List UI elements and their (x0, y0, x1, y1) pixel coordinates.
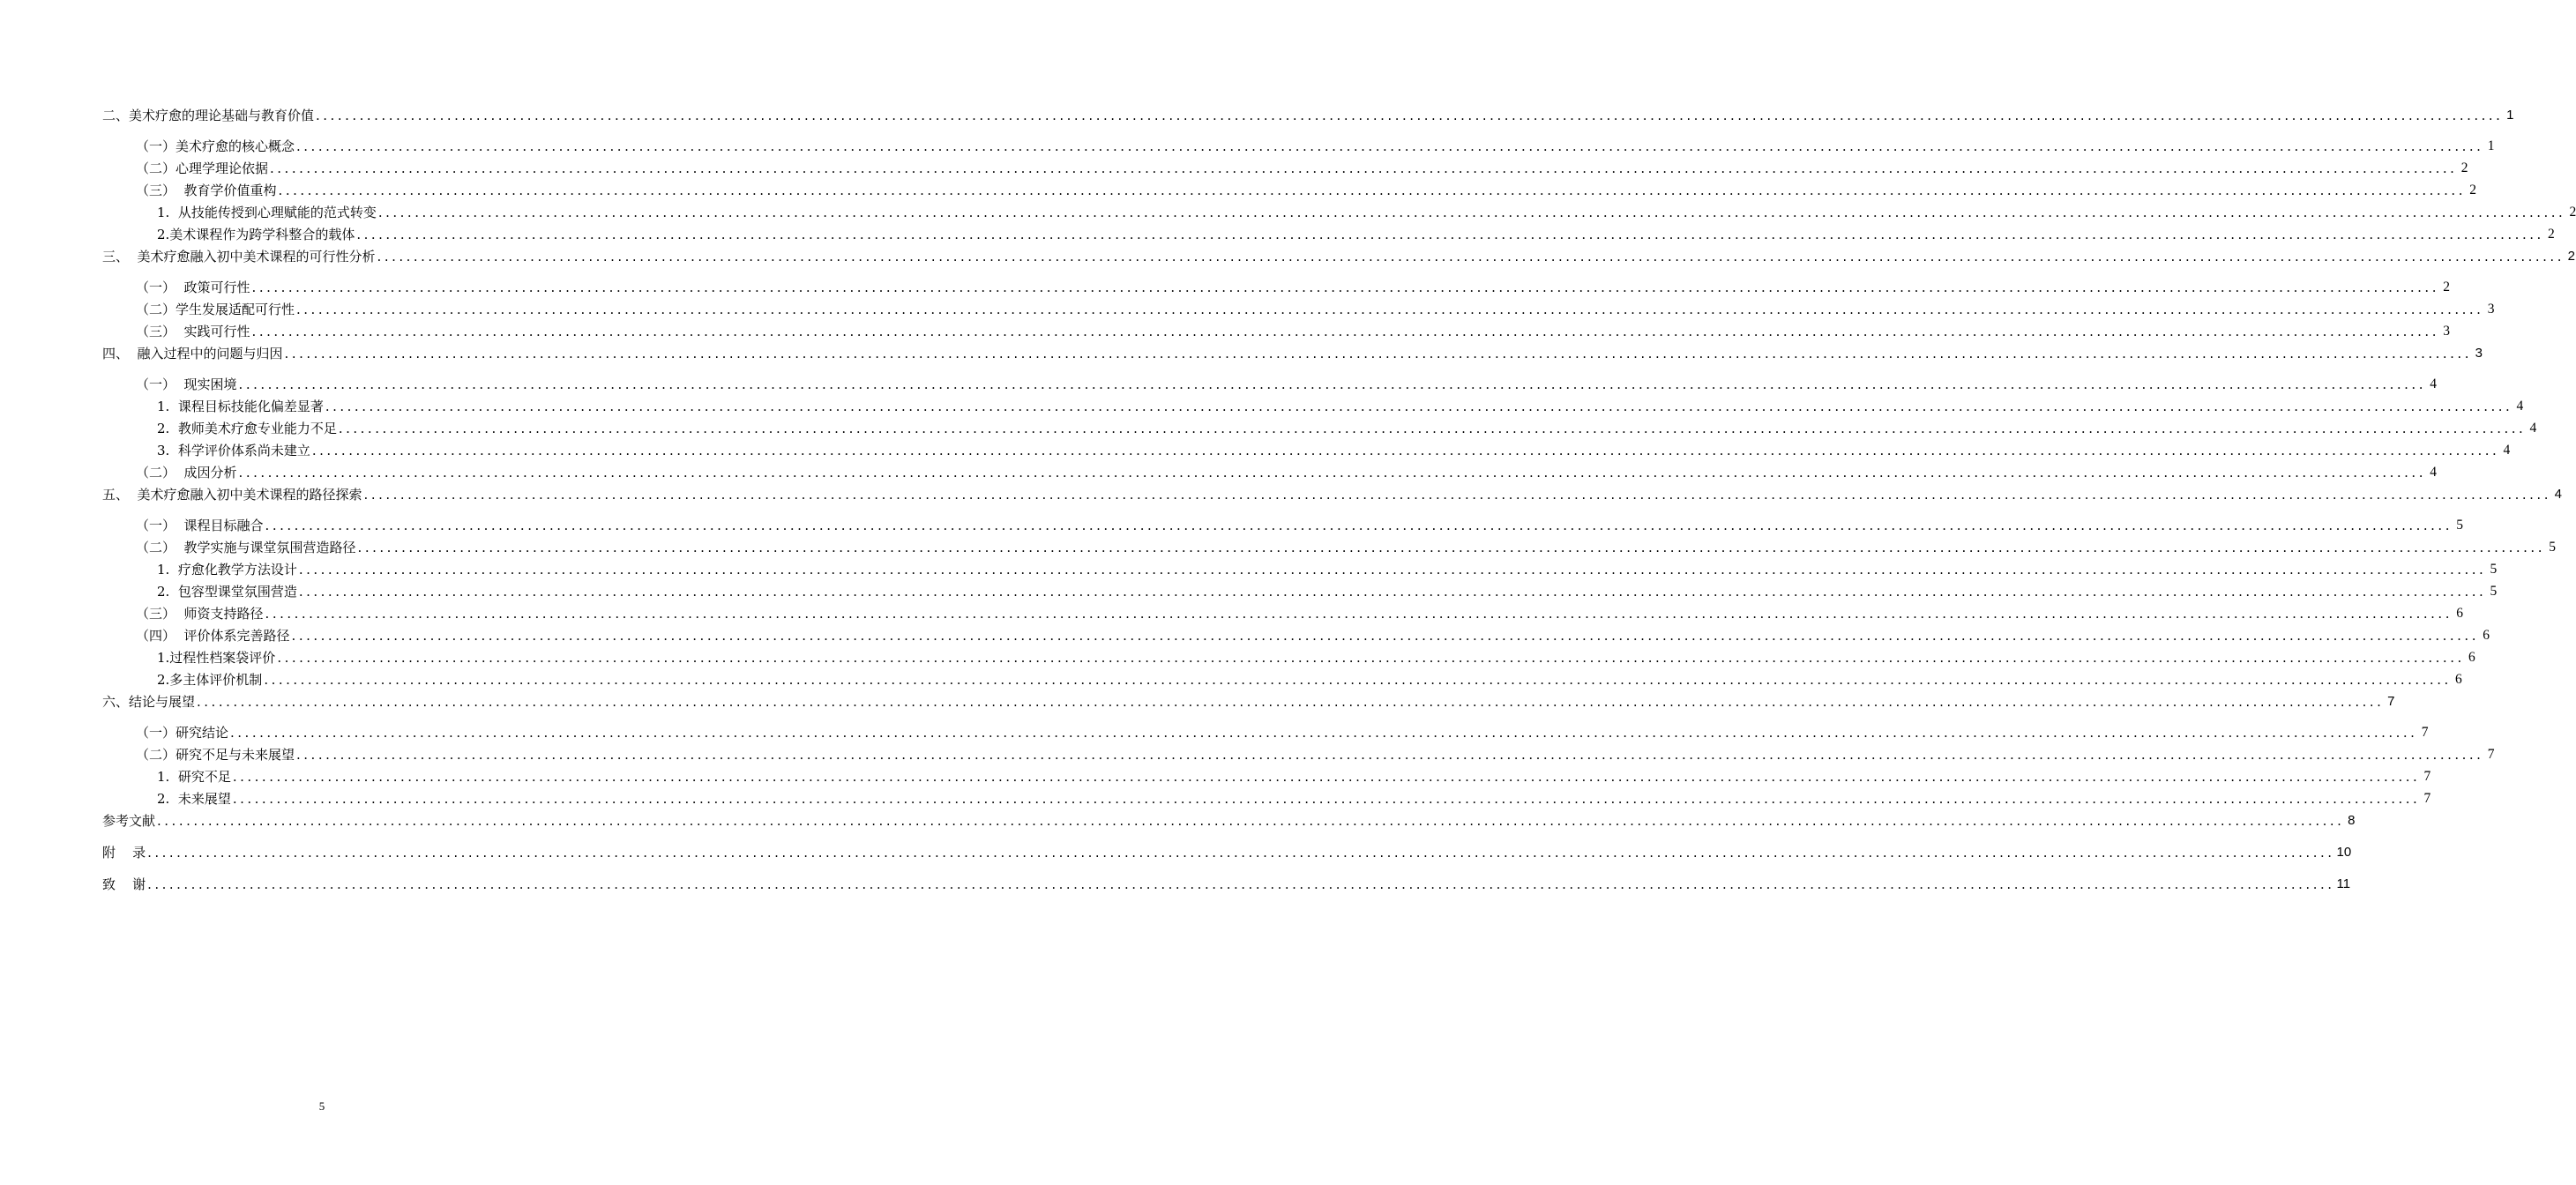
toc-entry[interactable] (102, 842, 2352, 861)
toc-entry-page: 4 (2503, 443, 2511, 458)
toc-entry[interactable] (102, 374, 2437, 393)
toc-entry-page: 3 (2487, 302, 2495, 317)
toc-entry-title: （二）心理学理论依据 (136, 160, 269, 176)
toc-entry[interactable] (102, 788, 2431, 808)
dot-leader: ............................................................................................................................................................................................................................................................................................................ (296, 747, 2484, 763)
dot-leader: ............................................................................................................................................................................................................................................................................................................ (316, 108, 2504, 123)
toc-entry-page: 4 (2529, 421, 2537, 436)
toc-entry[interactable] (102, 559, 2498, 578)
toc-entry[interactable] (102, 343, 2483, 362)
dot-leader: ............................................................................................................................................................................................................................................................................................................ (270, 160, 2458, 176)
toc-entry[interactable] (102, 180, 2476, 199)
toc-entry[interactable] (102, 224, 2555, 243)
toc-entry-page: 7 (2421, 725, 2429, 740)
toc-entry-page: 10 (2336, 845, 2352, 860)
dot-leader: ............................................................................................................................................................................................................................................................................................................ (232, 791, 2421, 807)
toc-entry-page: 5 (2456, 518, 2463, 533)
toc-entry[interactable] (102, 515, 2463, 534)
dot-leader: ............................................................................................................................................................................................................................................................................................................ (251, 324, 2439, 339)
toc-entry-page: 2 (2443, 279, 2450, 294)
dot-leader: ............................................................................................................................................................................................................................................................................................................ (265, 606, 2453, 622)
dot-leader: ............................................................................................................................................................................................................................................................................................................ (298, 584, 2487, 600)
toc-entry-title: 附 录 (102, 845, 146, 861)
dot-leader: ............................................................................................................................................................................................................................................................................................................ (356, 227, 2544, 242)
toc-entry-title: 1.过程性档案袋评价 (157, 650, 276, 666)
toc-entry[interactable] (102, 766, 2431, 786)
dot-leader: ............................................................................................................................................................................................................................................................................................................ (296, 302, 2484, 317)
dot-leader: ............................................................................................................................................................................................................................................................................................................ (311, 443, 2500, 458)
dot-leader: ............................................................................................................................................................................................................................................................................................................ (197, 694, 2385, 710)
toc-entry[interactable] (102, 440, 2511, 459)
toc-entry-title: 1. 研究不足 (157, 769, 231, 785)
dot-leader: ............................................................................................................................................................................................................................................................................................................ (278, 183, 2466, 198)
dot-leader: ............................................................................................................................................................................................................................................................................................................ (363, 487, 2551, 503)
toc-entry-title: （三） 实践可行性 (136, 324, 250, 339)
toc-entry-title: 2. 包容型课堂氛围营造 (157, 584, 297, 600)
dot-leader: ............................................................................................................................................................................................................................................................................................................ (251, 279, 2439, 295)
page-number: 5 (318, 1099, 325, 1113)
toc-entry-page: 3 (2475, 346, 2483, 361)
toc-entry-title: 参考文献 (102, 813, 156, 829)
toc-entry-page: 7 (2423, 769, 2431, 784)
dot-leader: ............................................................................................................................................................................................................................................................................................................ (230, 725, 2418, 741)
toc-entry[interactable] (102, 105, 2514, 124)
dot-leader: ............................................................................................................................................................................................................................................................................................................ (232, 769, 2421, 785)
toc-entry[interactable] (102, 722, 2429, 742)
toc-entry-page: 1 (2487, 138, 2495, 153)
toc-entry[interactable] (102, 669, 2462, 689)
toc-entry-title: 1. 从技能传授到心理赋能的范式转变 (157, 205, 377, 220)
toc-entry[interactable] (102, 537, 2556, 556)
toc-entry[interactable] (102, 744, 2495, 764)
toc-entry-title: 3. 科学评价体系尚未建立 (157, 443, 310, 458)
dot-leader: ............................................................................................................................................................................................................................................................................................................ (298, 562, 2487, 578)
toc-entry-title: 四、 融入过程中的问题与归因 (102, 346, 283, 361)
toc-entry-title: 2. 未来展望 (157, 791, 231, 807)
toc-entry[interactable] (102, 418, 2537, 437)
toc-entry-title: （一） 课程目标融合 (136, 518, 264, 533)
toc-entry-page: 2 (2569, 205, 2576, 220)
toc-entry-page: 7 (2487, 747, 2495, 762)
toc-entry-title: （四） 评价体系完善路径 (136, 628, 290, 644)
toc-entry-page: 7 (2387, 694, 2395, 709)
toc-entry[interactable] (102, 462, 2437, 481)
toc-entry-page: 8 (2348, 813, 2356, 828)
toc-entry-title: 2. 教师美术疗愈专业能力不足 (157, 421, 337, 436)
toc-entry-page: 5 (2549, 540, 2556, 555)
dot-leader: ............................................................................................................................................................................................................................................................................................................ (325, 399, 2513, 414)
toc-entry[interactable] (102, 581, 2498, 600)
dot-leader: ............................................................................................................................................................................................................................................................................................................ (357, 540, 2545, 555)
toc-entry-page: 6 (2468, 650, 2475, 665)
toc-entry[interactable] (102, 484, 2562, 503)
dot-leader: ............................................................................................................................................................................................................................................................................................................ (284, 346, 2472, 361)
toc-entry-page: 4 (2430, 376, 2437, 391)
toc-entry-title: （三） 教育学价值重构 (136, 183, 277, 198)
dot-leader: ............................................................................................................................................................................................................................................................................................................ (377, 249, 2565, 265)
toc-entry[interactable] (102, 136, 2495, 155)
toc-entry[interactable] (102, 625, 2490, 645)
toc-entry-page: 4 (2516, 399, 2524, 414)
toc-entry-title: 2.美术课程作为跨学科整合的载体 (157, 227, 355, 242)
dot-leader: ............................................................................................................................................................................................................................................................................................................ (147, 876, 2335, 892)
toc-entry[interactable] (102, 277, 2450, 296)
dot-leader: ............................................................................................................................................................................................................................................................................................................ (265, 518, 2453, 533)
toc-entry-page: 2 (2567, 249, 2575, 264)
toc-entry[interactable] (102, 647, 2475, 667)
toc-entry-page: 6 (2456, 606, 2463, 621)
toc-entry-title: 三、 美术疗愈融入初中美术课程的可行性分析 (102, 249, 376, 265)
toc-entry-page: 2 (2469, 183, 2476, 198)
toc-entry[interactable] (102, 603, 2463, 622)
toc-entry-page: 6 (2483, 628, 2490, 643)
dot-leader: ............................................................................................................................................................................................................................................................................................................ (238, 465, 2426, 481)
toc-entry-title: （二）研究不足与未来展望 (136, 747, 295, 763)
toc-entry-page: 2 (2460, 160, 2468, 175)
toc-entry-title: （一） 现实困境 (136, 376, 237, 392)
toc-entry-page: 2 (2548, 227, 2555, 242)
dot-leader: ............................................................................................................................................................................................................................................................................................................ (277, 650, 2465, 666)
toc-entry[interactable] (102, 874, 2351, 893)
dot-leader: ............................................................................................................................................................................................................................................................................................................ (264, 672, 2452, 688)
toc-entry-title: （二） 教学实施与课堂氛围营造路径 (136, 540, 356, 555)
toc-entry[interactable] (102, 810, 2356, 830)
dot-leader: ............................................................................................................................................................................................................................................................................................................ (157, 813, 2345, 829)
toc-entry-title: （一）研究结论 (136, 725, 229, 741)
toc-entry-page: 5 (2490, 584, 2498, 599)
dot-leader: ............................................................................................................................................................................................................................................................................................................ (147, 845, 2335, 861)
toc-entry[interactable] (102, 202, 2576, 221)
toc-entry[interactable] (102, 299, 2495, 318)
toc-entry-page: 7 (2423, 791, 2431, 806)
toc-entry-title: （一） 政策可行性 (136, 279, 250, 295)
toc-entry[interactable] (102, 321, 2450, 340)
toc-entry-page: 11 (2336, 876, 2351, 891)
toc-entry[interactable] (102, 396, 2524, 415)
toc-entry-page: 5 (2490, 562, 2498, 577)
toc-entry-title: （二） 成因分析 (136, 465, 237, 481)
toc-entry[interactable] (102, 246, 2575, 265)
toc-entry-title: 五、 美术疗愈融入初中美术课程的路径探索 (102, 487, 362, 503)
dot-leader: ............................................................................................................................................................................................................................................................................................................ (296, 138, 2484, 154)
toc-entry-title: 致 谢 (102, 876, 146, 892)
toc-entry-page: 4 (2554, 487, 2562, 502)
toc-entry-title: （二）学生发展适配可行性 (136, 302, 295, 317)
toc-entry-title: 六、结论与展望 (102, 694, 196, 710)
toc-entry[interactable] (102, 158, 2468, 177)
toc-entry-title: 1. 疗愈化教学方法设计 (157, 562, 297, 578)
dot-leader: ............................................................................................................................................................................................................................................................................................................ (338, 421, 2527, 436)
toc-entry-page: 6 (2454, 672, 2462, 687)
dot-leader: ............................................................................................................................................................................................................................................................................................................ (291, 628, 2479, 644)
toc-entry-title: 二、美术疗愈的理论基础与教育价值 (102, 108, 315, 123)
dot-leader: ............................................................................................................................................................................................................................................................................................................ (377, 205, 2566, 220)
toc-entry-title: （三） 师资支持路径 (136, 606, 264, 622)
dot-leader: ............................................................................................................................................................................................................................................................................................................ (238, 376, 2426, 392)
toc-entry-title: 2.多主体评价机制 (157, 672, 263, 688)
toc-entry-page: 3 (2443, 324, 2450, 339)
toc-entry-title: （一）美术疗愈的核心概念 (136, 138, 295, 154)
toc-entry-title: 1. 课程目标技能化偏差显著 (157, 399, 324, 414)
toc-entry-page: 1 (2506, 108, 2514, 123)
toc-entry[interactable] (102, 691, 2395, 711)
toc-entry-page: 4 (2430, 465, 2437, 480)
